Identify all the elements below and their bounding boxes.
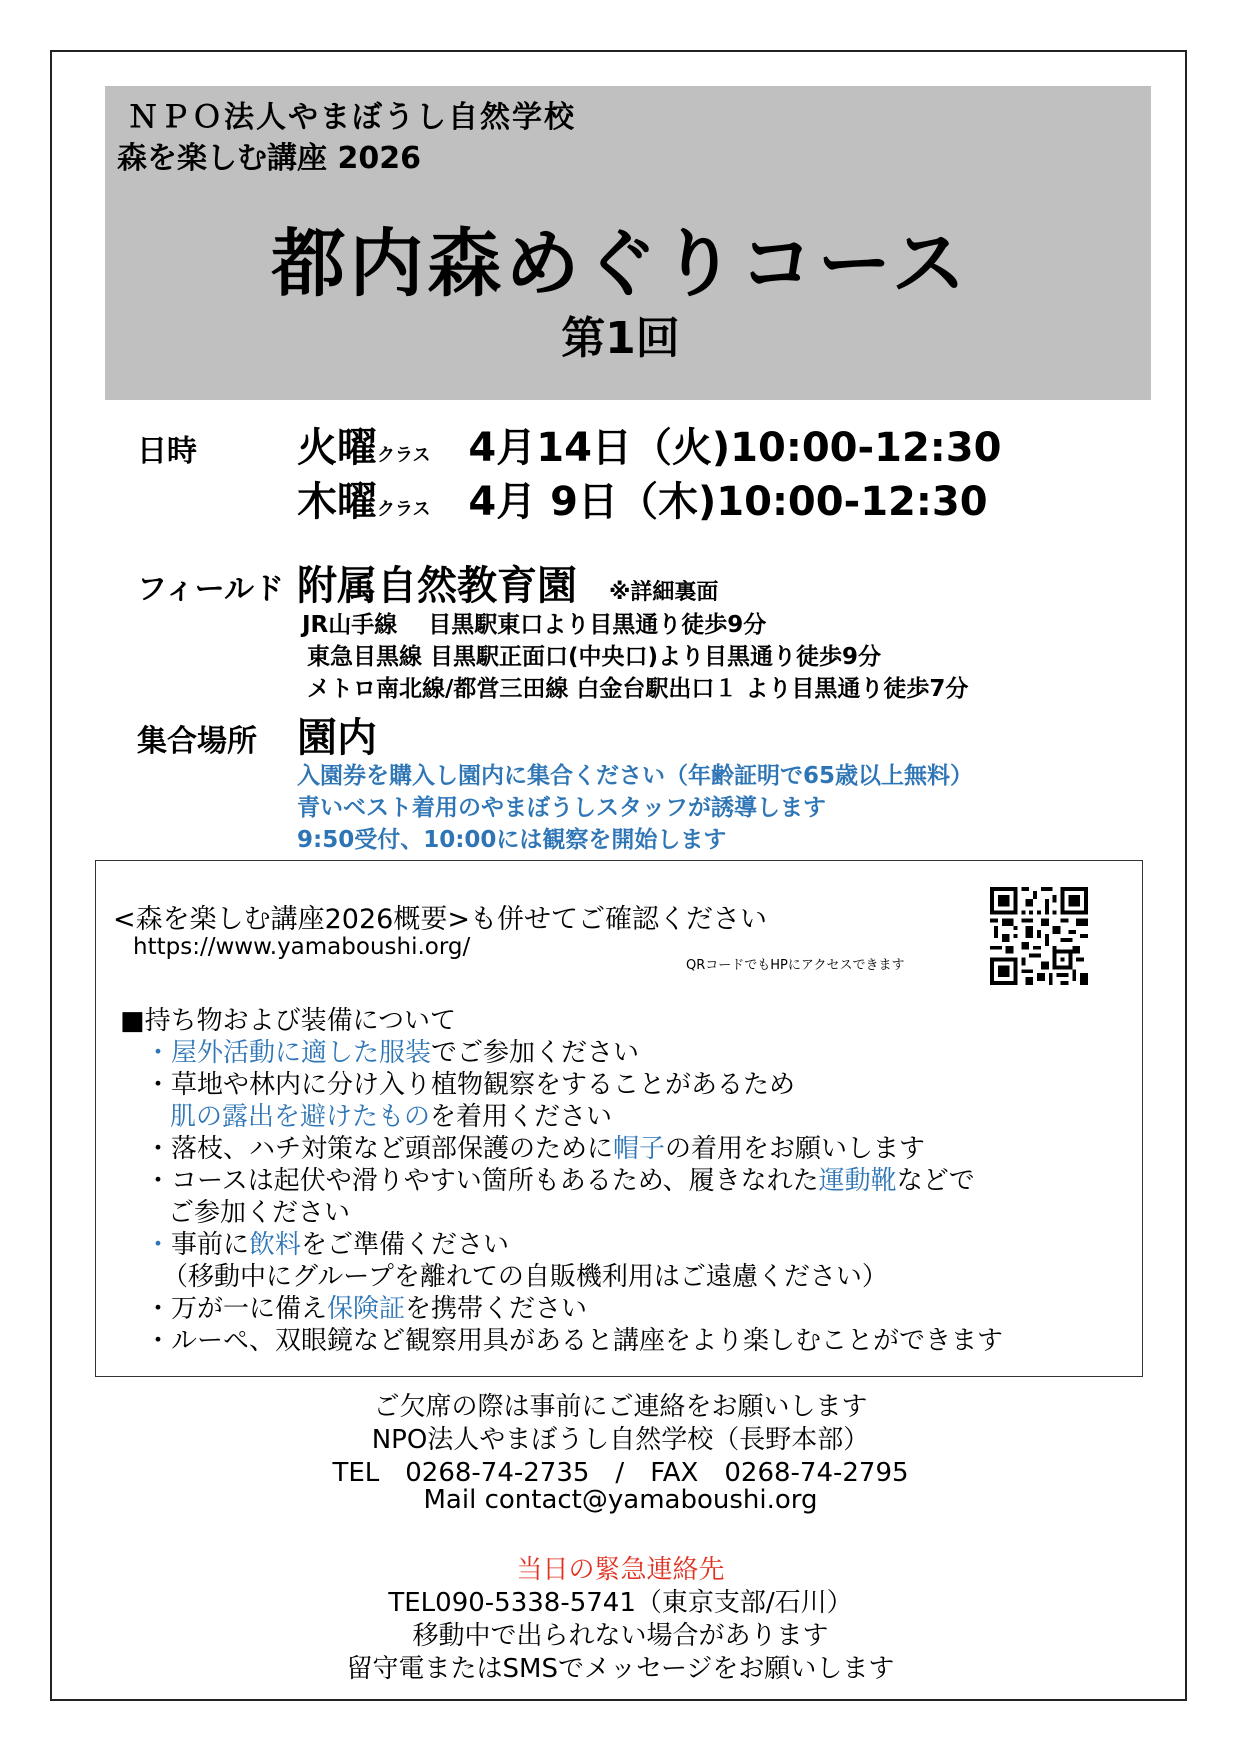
emergency-note: 移動中で出られない場合があります bbox=[412, 1621, 829, 1651]
item-clothing: ・屋外活動に適した服装でご参加ください bbox=[145, 1038, 640, 1068]
class-label: クラス bbox=[377, 499, 431, 520]
qr-caption: QRコードでもHPにアクセスできます bbox=[686, 958, 905, 973]
class-label: クラス bbox=[377, 445, 431, 466]
qr-code-icon[interactable] bbox=[990, 887, 1088, 985]
field-name bbox=[297, 554, 718, 611]
field-note: ※詳細裏面 bbox=[608, 580, 719, 605]
absence-note: ご欠席の際は事前にご連絡をお願いします bbox=[373, 1392, 868, 1422]
footer-mail[interactable]: Mail contact@yamaboushi.org bbox=[423, 1485, 818, 1515]
round-label: 第1回 bbox=[561, 313, 680, 364]
emergency-note-2: 留守電またはSMSでメッセージをお願いします bbox=[346, 1654, 895, 1684]
access-line: 東急目黒線 目黒駅正面口(中央口)より目黒通り徒歩9分 bbox=[307, 644, 882, 670]
field-place: 附属自然教育園 bbox=[297, 563, 577, 609]
overview-text: <森を楽しむ講座2026概要>も併せてご確認ください bbox=[113, 904, 767, 935]
footer-tel: TEL 0268-74-2735 / FAX 0268-74-2795 bbox=[332, 1458, 909, 1488]
item-drink-2: （移動中にグループを離れての自販機利用はご遠慮ください） bbox=[162, 1262, 888, 1292]
footer-org: NPO法人やまぼうし自然学校（長野本部） bbox=[371, 1425, 870, 1455]
meeting-note: 9:50受付、10:00には観察を開始します bbox=[297, 827, 727, 853]
date-value: 4月14日（火)10:00-12:30 bbox=[468, 425, 1002, 471]
item-insurance: ・万が一に備え保険証を携帯ください bbox=[145, 1294, 588, 1324]
meeting-note: 入園券を購入し園内に集合ください（年齢証明で65歳以上無料） bbox=[297, 763, 974, 789]
datetime-row-thu bbox=[297, 470, 988, 527]
emergency-label: 当日の緊急連絡先 bbox=[516, 1555, 725, 1585]
item-tools: ・ルーペ、双眼鏡など観察用具があると講座をより楽しむことができます bbox=[145, 1326, 1004, 1356]
date-value: 4月 9日（木)10:00-12:30 bbox=[468, 479, 988, 525]
access-line: JR山手線 目黒駅東口より目黒通り徒歩9分 bbox=[302, 612, 767, 638]
datetime-label: 日時 bbox=[137, 434, 197, 469]
item-skin-2: 肌の露出を避けたものを着用ください bbox=[170, 1102, 613, 1132]
org-name: ＮＰＯ法人やまぼうし自然学校 bbox=[128, 100, 576, 135]
item-hat: ・落枝、ハチ対策など頭部保護のために帽子の着用をお願いします bbox=[145, 1134, 926, 1164]
page-title: 都内森めぐりコース bbox=[271, 221, 970, 307]
meeting-label: 集合場所 bbox=[137, 724, 257, 759]
item-drink: ・事前に飲料をご準備ください bbox=[145, 1230, 510, 1260]
field-label: フィールド bbox=[137, 572, 284, 607]
meeting-place: 園内 bbox=[297, 715, 377, 761]
emergency-tel: TEL090-5338-5741（東京支部/石川） bbox=[388, 1588, 853, 1618]
item-shoes: ・コースは起伏や滑りやすい箇所もあるため、履きなれた運動靴などで bbox=[145, 1166, 975, 1196]
website-link[interactable]: https://www.yamaboushi.org/ bbox=[133, 934, 471, 960]
datetime-row-tue bbox=[297, 416, 1001, 473]
item-shoes-2: ご参加ください bbox=[168, 1198, 351, 1228]
day-label: 火曜 bbox=[297, 425, 377, 471]
access-line: メトロ南北線/都営三田線 白金台駅出口１ より目黒通り徒歩7分 bbox=[307, 676, 969, 702]
item-skin: ・草地や林内に分け入り植物観察をすることがあるため bbox=[145, 1070, 796, 1100]
meeting-note: 青いベスト着用のやまぼうしスタッフが誘導します bbox=[297, 795, 826, 821]
items-heading: ■持ち物および装備について bbox=[120, 1006, 457, 1036]
day-label: 木曜 bbox=[297, 479, 377, 525]
series-name: 森を楽しむ講座 2026 bbox=[117, 141, 421, 176]
